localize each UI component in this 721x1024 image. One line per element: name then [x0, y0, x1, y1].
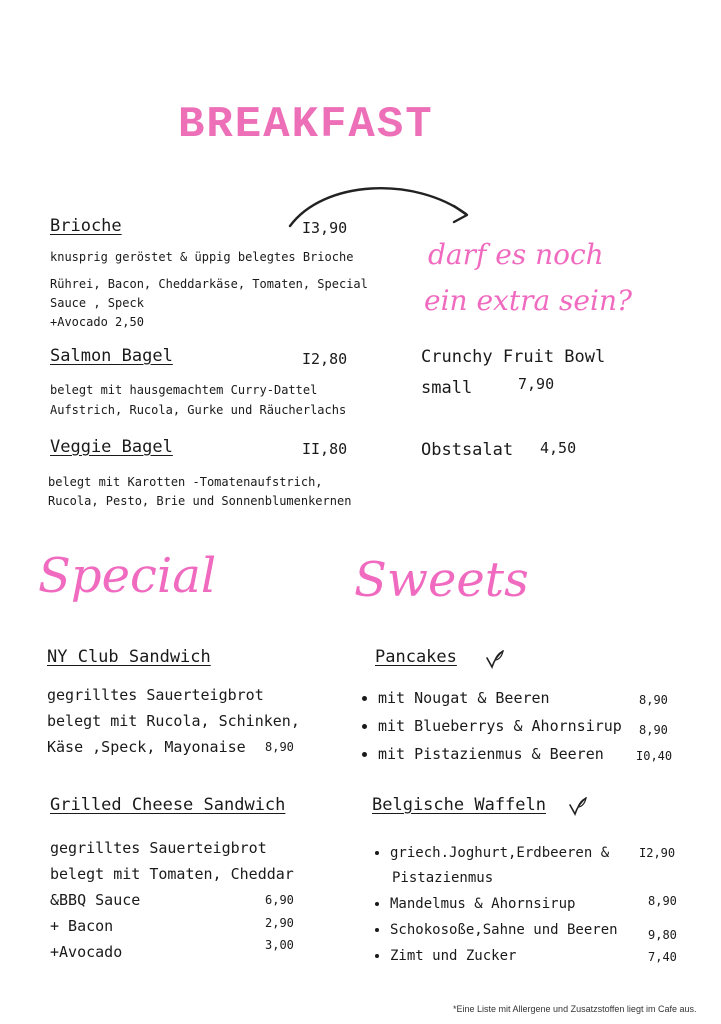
salmon-bagel-name: Salmon Bagel	[50, 346, 173, 366]
salmon-bagel-desc-2: Aufstrich, Rucola, Gurke und Räucherlachs	[50, 403, 347, 417]
club-sandwich-line-1: gegrilltes Sauerteigbrot	[47, 686, 264, 704]
club-sandwich-line-3: Käse ,Speck, Mayonaise	[47, 738, 246, 756]
veggie-bagel-price: II,80	[302, 440, 348, 458]
fruit-salad-price: 4,50	[540, 439, 577, 457]
grilled-cheese-option-3-price: 3,00	[265, 938, 294, 952]
special-heading: Special	[38, 548, 217, 604]
grilled-cheese-name: Grilled Cheese Sandwich	[50, 795, 286, 815]
fruit-bowl-size: small	[421, 378, 473, 398]
allergen-footnote: *Eine Liste mit Allergene und Zusatzstoffen liegt im Cafe aus.	[453, 1004, 697, 1014]
pancakes-name: Pancakes	[375, 647, 457, 667]
waffles-list	[372, 845, 609, 867]
brioche-price: I3,90	[302, 219, 348, 237]
pancakes-item-1-price: 8,90	[639, 693, 668, 707]
page-title: BREAKFAST	[178, 100, 434, 150]
waffles-item-2: • Mandelmus & Ahornsirup	[390, 896, 618, 922]
veggie-bagel-desc-1: belegt mit Karotten -Tomatenaufstrich,	[48, 475, 323, 489]
brioche-desc-3: Sauce , Speck	[50, 296, 144, 310]
waffles-item-3: • Schokosoße,Sahne und Beeren	[390, 922, 618, 948]
waffles-item-4: • Zimt und Zucker	[390, 948, 618, 974]
club-sandwich-line-2: belegt mit Rucola, Schinken,	[47, 712, 300, 730]
extra-heading-line2: ein extra sein?	[424, 284, 632, 317]
pancakes-item-3: • mit Pistazienmus & Beeren	[378, 745, 622, 773]
waffles-item-1-price: I2,90	[639, 846, 676, 860]
brioche-name: Brioche	[50, 216, 122, 236]
vegan-leaf-icon	[483, 648, 505, 670]
veggie-bagel-name: Veggie Bagel	[50, 437, 173, 457]
waffles-item-1-line-2: Pistazienmus	[392, 870, 494, 886]
fruit-salad-name: Obstsalat	[421, 440, 514, 460]
club-sandwich-name: NY Club Sandwich	[47, 647, 211, 667]
brioche-desc-1: knusprig geröstet & üppig belegtes Brioche	[50, 250, 354, 264]
brioche-desc-4: +Avocado 2,50	[50, 315, 144, 329]
pancakes-item-2-price: 8,90	[639, 723, 668, 737]
waffles-item-1: • griech.Joghurt,Erdbeeren &	[390, 845, 609, 867]
vegan-leaf-icon	[566, 795, 588, 817]
salmon-bagel-price: I2,80	[302, 350, 348, 368]
grilled-cheese-option-3: +Avocado	[50, 943, 123, 961]
fruit-bowl-name: Crunchy Fruit Bowl	[421, 347, 606, 367]
pancakes-item-1: • mit Nougat & Beeren	[378, 689, 622, 717]
grilled-cheese-option-1: &BBQ Sauce	[50, 891, 141, 909]
salmon-bagel-desc-1: belegt mit hausgemachtem Curry-Dattel	[50, 383, 318, 397]
waffles-item-3-price: 9,80	[648, 928, 677, 942]
club-sandwich-price: 8,90	[265, 740, 294, 754]
grilled-cheese-option-1-price: 6,90	[265, 893, 294, 907]
fruit-bowl-price: 7,90	[518, 375, 555, 393]
pancakes-item-2: • mit Blueberrys & Ahornsirup	[378, 717, 622, 745]
pancakes-item-3-price: I0,40	[636, 749, 673, 763]
waffles-item-2-price: 8,90	[648, 894, 677, 908]
grilled-cheese-option-2: + Bacon	[50, 917, 114, 935]
veggie-bagel-desc-2: Rucola, Pesto, Brie und Sonnenblumenkernen	[48, 494, 352, 508]
waffles-item-4-price: 7,40	[648, 950, 677, 964]
waffles-list-rest	[372, 896, 618, 974]
extra-heading-line1: darf es noch	[428, 238, 604, 271]
grilled-cheese-line-1: gegrilltes Sauerteigbrot	[50, 839, 267, 857]
grilled-cheese-line-2: belegt mit Tomaten, Cheddar	[50, 865, 294, 883]
brioche-desc-2: Rührei, Bacon, Cheddarkäse, Tomaten, Special	[50, 277, 368, 291]
waffles-name: Belgische Waffeln	[372, 795, 546, 815]
pancakes-list	[360, 689, 622, 773]
sweets-heading: Sweets	[354, 552, 529, 608]
grilled-cheese-option-2-price: 2,90	[265, 916, 294, 930]
